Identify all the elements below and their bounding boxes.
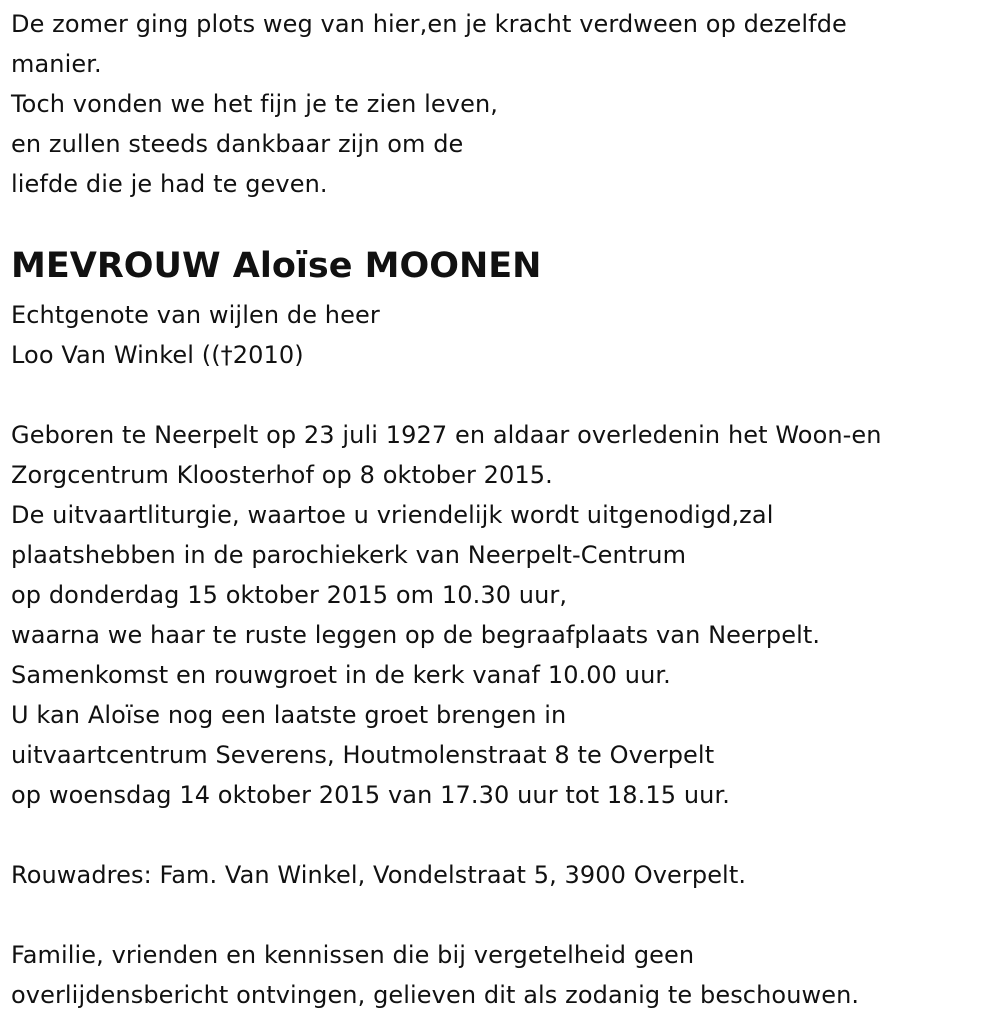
details-line: uitvaartcentrum Severens, Houtmolenstraat 8 te Overpelt — [11, 741, 715, 769]
details-line: op donderdag 15 oktober 2015 om 10.30 uur, — [11, 581, 568, 609]
poem-line: liefde die je had te geven. — [11, 170, 328, 198]
poem — [11, 4, 991, 204]
poem-line: manier. — [11, 50, 102, 78]
poem-line: en zullen steeds dankbaar zijn om de — [11, 130, 464, 158]
details-line: U kan Aloïse nog een laatste groet brengen in — [11, 701, 567, 729]
relation-line: Loo Van Winkel ((†2010) — [11, 341, 304, 369]
spacer — [11, 375, 991, 415]
details-line: Samenkomst en rouwgroet in de kerk vanaf 10.00 uur. — [11, 661, 671, 689]
details-block — [11, 415, 991, 815]
obituary-document — [11, 4, 991, 1015]
details-line: De uitvaartliturgie, waartoe u vriendelijk wordt uitgenodigd,zal — [11, 501, 774, 529]
mourning-address: Rouwadres: Fam. Van Winkel, Vondelstraat 5, 3900 Overpelt. — [11, 861, 747, 889]
deceased-name: MEVROUW Aloïse MOONEN — [11, 246, 542, 286]
details-line: op woensdag 14 oktober 2015 van 17.30 uur tot 18.15 uur. — [11, 781, 730, 809]
closing-line: Familie, vrienden en kennissen die bij vergetelheid geen — [11, 941, 695, 969]
spacer — [11, 895, 991, 935]
details-line: plaatshebben in de parochiekerk van Neerpelt-Centrum — [11, 541, 687, 569]
closing-block — [11, 935, 991, 1015]
relation-line: Echtgenote van wijlen de heer — [11, 301, 380, 329]
poem-line: Toch vonden we het fijn je te zien leven, — [11, 90, 498, 118]
relation-block — [11, 295, 991, 375]
details-line: Geboren te Neerpelt op 23 juli 1927 en aldaar overledenin het Woon-en — [11, 421, 882, 449]
poem-line: De zomer ging plots weg van hier,en je kracht verdween op dezelfde — [11, 10, 847, 38]
closing-line: overlijdensbericht ontvingen, gelieven dit als zodanig te beschouwen. — [11, 981, 860, 1009]
details-line: Zorgcentrum Kloosterhof op 8 oktober 2015. — [11, 461, 553, 489]
details-line: waarna we haar te ruste leggen op de begraafplaats van Neerpelt. — [11, 621, 821, 649]
spacer — [11, 815, 991, 855]
